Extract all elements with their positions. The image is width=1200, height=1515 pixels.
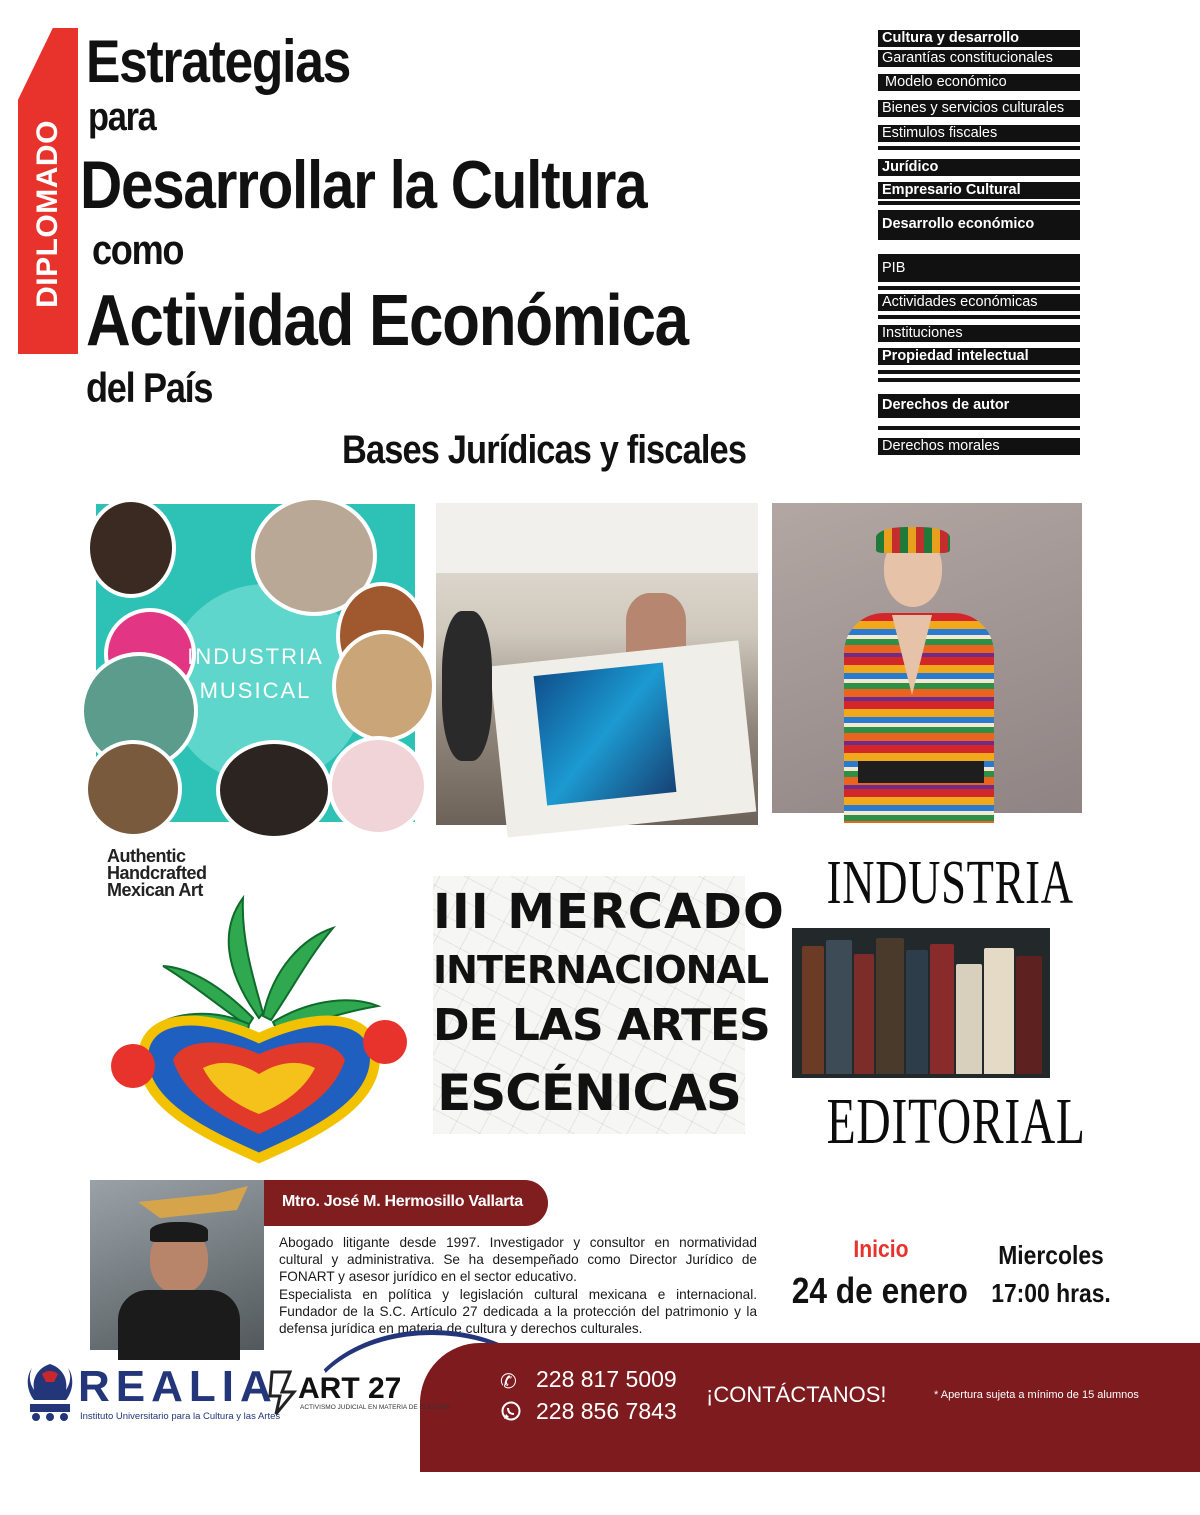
topic-item: Propiedad intelectual (878, 348, 1080, 365)
craft-title-line: Authentic (107, 846, 186, 866)
divider (878, 315, 1080, 319)
subtitle: Bases Jurídicas y fiscales (342, 428, 747, 472)
topic-item: Empresario Cultural (878, 182, 1080, 199)
topic-item: PIB (878, 254, 1080, 282)
speaker-name-bar (264, 1180, 548, 1226)
speaker-photo (90, 1180, 264, 1350)
title-line-3: Desarrollar la Cultura (80, 147, 647, 223)
start-date: 24 de enero (791, 1270, 968, 1311)
artist-photo (84, 740, 182, 838)
speaker-bio-paragraph: Abogado litigante desde 1997. Investigador y consultor en normatividad cultural y administrativa. Se ha desempeñado como Director Jurídico de FONART y asesor jurídico en el sector educativo. (279, 1235, 757, 1285)
mercado-artes-tile (433, 876, 785, 1134)
topic-item: Estimulos fiscales (878, 125, 1080, 142)
class-day: Miercoles (998, 1240, 1104, 1270)
start-label: Inicio (853, 1236, 909, 1263)
speaker-bio (279, 1234, 757, 1337)
topic-item: Cultura y desarrollo (878, 30, 1080, 47)
title-line-1: Estrategias (86, 28, 351, 95)
speaker-bio-paragraph: Especialista en política y legislación cultural mexicana e internacional. Fundador de la S.C. Artículo 27 dedicada a la protección del patrimonio y la defensa jurídica en materia de cultura y derechos culturales. (279, 1286, 757, 1337)
art27-subtitle: ACTIVISMO JUDICIAL EN MATERIA DE CULTURA (300, 1404, 450, 1411)
topic-item: Derechos morales (878, 438, 1080, 455)
enrollment-note: * Apertura sujeta a mínimo de 15 alumnos (934, 1389, 1139, 1401)
topic-item: Derechos de autor (878, 394, 1080, 418)
airplane-sculpture (138, 1186, 248, 1226)
contact-cta[interactable]: ¡CONTÁCTANOS! (706, 1382, 887, 1407)
title-line-6: del País (86, 364, 213, 411)
divider (878, 378, 1080, 382)
topic-item: Instituciones (878, 325, 1080, 342)
topic-item: Jurídico (878, 159, 1080, 176)
speaker-jacket (118, 1290, 240, 1360)
sacred-heart-art (103, 888, 416, 1158)
divider (878, 201, 1080, 205)
class-time: 17:00 hras. (991, 1278, 1111, 1308)
editorial-industry-tile (790, 848, 1086, 1158)
fashion-photo (772, 503, 1082, 813)
craft-title-line: Mexican Art (107, 880, 203, 900)
belt (858, 761, 984, 783)
divider (878, 146, 1080, 150)
artist-photo (328, 736, 428, 836)
phone-number-2[interactable]: 228 856 7843 (536, 1398, 677, 1424)
editorial-word-1: INDUSTRIA (826, 849, 1074, 917)
topic-item: Desarrollo económico (878, 210, 1080, 240)
title-line-4: como (92, 226, 184, 273)
speaker-name: Mtro. José M. Hermosillo Vallarta (282, 1193, 523, 1210)
title-line-2: para (88, 95, 156, 139)
music-label-1: INDUSTRIA (187, 644, 324, 669)
whatsapp-icon (500, 1400, 522, 1422)
art27-logo-icon (268, 1368, 298, 1418)
mercado-line-4: ESCÉNICAS (437, 1064, 741, 1122)
craft-title-line: Handcrafted (107, 863, 207, 883)
books-photo (792, 928, 1050, 1078)
topic-item: Garantías constitucionales (878, 50, 1080, 67)
mercado-line-2: INTERNACIONAL (433, 948, 769, 992)
divider (878, 426, 1080, 430)
music-industry-tile (96, 504, 415, 822)
editorial-word-2: EDITORIAL (826, 1085, 1086, 1158)
phone-icon: ✆ (500, 1371, 517, 1393)
realia-subtitle: Instituto Universitario para la Cultura y las Artes (80, 1411, 281, 1422)
realia-logo-icon (24, 1360, 76, 1422)
divider (878, 286, 1080, 290)
topic-item: Modelo económico (878, 74, 1080, 91)
diplomado-badge: DIPLOMADO (31, 120, 64, 308)
mercado-line-1: III MERCADO (433, 884, 785, 940)
handcrafted-art-tile (103, 848, 416, 1158)
music-label-2: MUSICAL (199, 678, 312, 703)
title-line-5: Actividad Económica (86, 281, 688, 361)
topic-item: Actividades económicas (878, 294, 1080, 311)
artist-photo (216, 740, 332, 840)
mercado-line-3: DE LAS ARTES (433, 1000, 770, 1051)
divider (878, 370, 1080, 374)
topic-item: Bienes y servicios culturales (878, 100, 1080, 117)
art-fair-photo (436, 503, 758, 825)
artwork-print (534, 663, 677, 806)
artist-photo (86, 498, 176, 598)
phone-number-1[interactable]: 228 817 5009 (536, 1366, 677, 1392)
art27-name: ART 27 (298, 1372, 402, 1405)
realia-name: REALIA (78, 1362, 278, 1411)
